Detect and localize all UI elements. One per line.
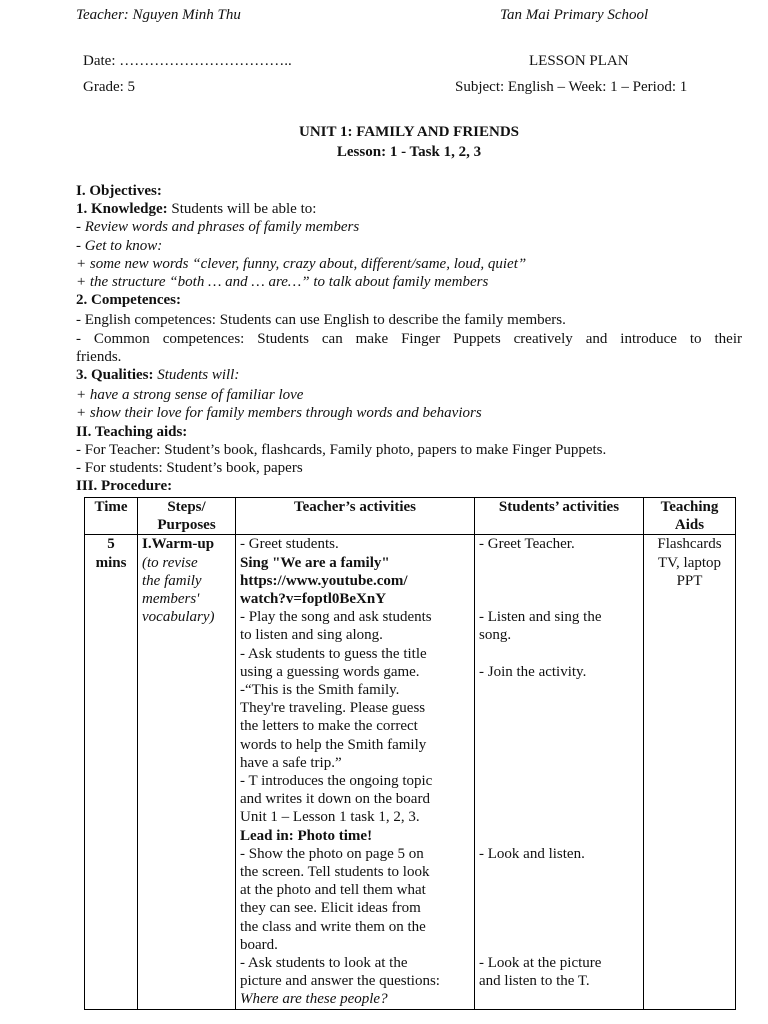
col-header-steps: Steps/ Purposes <box>138 498 236 535</box>
knowledge-item: - Get to know: <box>76 237 163 254</box>
teacher-name: Teacher: Nguyen Minh Thu <box>76 7 241 23</box>
col-header-aids: Teaching Aids <box>644 498 736 535</box>
table-header-row <box>85 498 736 535</box>
step-title: I.Warm-up <box>142 536 215 553</box>
table-row <box>85 535 736 1009</box>
knowledge-label: 1. Knowledge: <box>76 201 168 218</box>
school-name: Tan Mai Primary School <box>500 7 649 23</box>
qualities-label: 3. Qualities: <box>76 367 154 384</box>
lesson-title <box>0 122 768 162</box>
knowledge-line <box>76 200 742 218</box>
song-link[interactable]: https://www.youtube.com/ <box>240 572 408 589</box>
teacher-activities-cell: - Greet students. Sing "We are a family" https://www.youtube.com/ watch?v=foptl0BeXnY - Play the song and ask students to listen and sing along. - Ask students to guess the title using a guessing words game. -“This is the Smith family. They're traveling. Please guess the letters to make the correct words to help the Smith family have a safe trip.” - T introduces the ongoing topic and writes it down on the board Unit 1 – Lesson 1 task 1, 2, 3. Lead in: Photo time! - Show the photo on page 5 on the screen. Tell students to look at the photo and tell them what they can see. Elicit ideas from the class and write them on the board. - Ask students to look at the picture and answer the questions: Where are these people? <box>236 535 475 1009</box>
steps-cell: I.Warm-up (to revise the family members' vocabulary) <box>138 535 236 1009</box>
qualities-line <box>76 366 742 384</box>
student-activities-cell: - Greet Teacher. - Listen and sing the song. - Join the activity. - Look and listen. - Look at the picture and listen to the T. <box>475 535 644 1009</box>
song-link[interactable]: watch?v=foptl0BeXnY <box>240 591 387 608</box>
objectives-section <box>76 182 742 495</box>
aids-students: - For students: Student’s book, papers <box>76 460 303 477</box>
col-header-time: Time <box>85 498 138 535</box>
competences-heading: 2. Competences: <box>76 292 181 309</box>
objectives-heading: I. Objectives: <box>76 183 162 199</box>
knowledge-item: + the structure “both … and … are…” to talk about family members <box>76 274 489 291</box>
procedure-heading: III. Procedure: <box>76 478 173 495</box>
quality-item: + show their love for family members through words and behaviors <box>76 405 482 422</box>
knowledge-item: + some new words “clever, funny, crazy about, different/same, loud, quiet” <box>76 255 527 272</box>
procedure-table <box>84 497 736 1010</box>
subject-line: Subject: English – Week: 1 – Period: 1 <box>455 79 688 95</box>
aids-cell: Flashcards TV, laptop PPT <box>644 535 736 1009</box>
grade: Grade: 5 <box>83 79 136 95</box>
date-line: Date: …………………………….. <box>83 53 292 69</box>
doc-type: LESSON PLAN <box>529 53 629 69</box>
time-cell: 5 mins <box>85 535 138 1009</box>
qualities-text: Students will: <box>153 367 240 384</box>
quality-item: + have a strong sense of familiar love <box>76 387 304 404</box>
aids-teacher: - For Teacher: Student’s book, flashcards, Family photo, papers to make Finger Puppets. <box>76 441 607 458</box>
aids-heading: II. Teaching aids: <box>76 423 188 440</box>
knowledge-text: Students will be able to: <box>167 201 317 218</box>
lesson-subtitle: Lesson: 1 - Task 1, 2, 3 <box>336 144 482 160</box>
competence-item: - English competences: Students can use English to describe the family members. <box>76 312 566 329</box>
col-header-teacher: Teacher’s activities <box>236 498 475 535</box>
col-header-students: Students’ activities <box>475 498 644 535</box>
unit-title: UNIT 1: FAMILY AND FRIENDS <box>298 124 520 140</box>
competence-item-cont: friends. <box>76 348 122 365</box>
knowledge-item: - Review words and phrases of family members <box>76 219 360 236</box>
competence-item: - Common competences: Students can make Finger Puppets creatively and introduce to their <box>76 330 742 347</box>
